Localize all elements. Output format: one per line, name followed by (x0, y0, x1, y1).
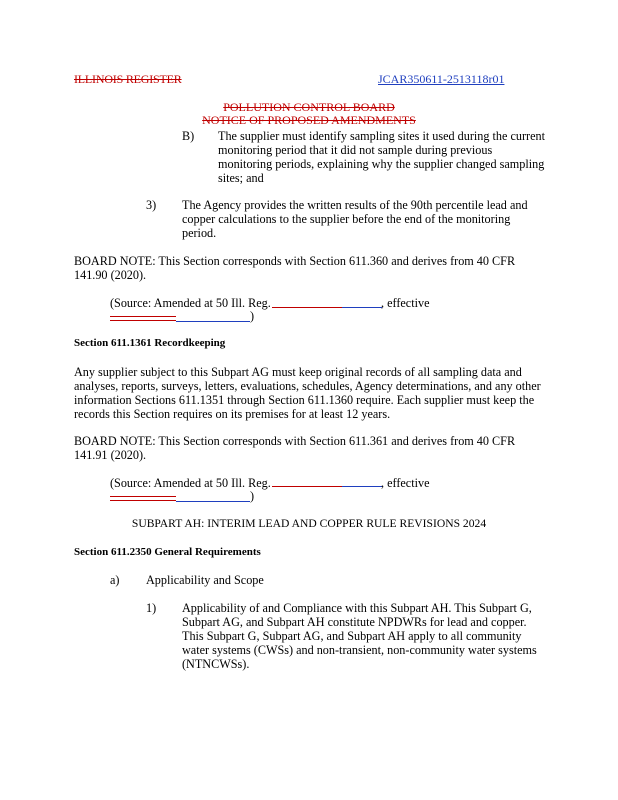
board-note-1-line-1: BOARD NOTE: This Section corresponds with Section 611.360 and derives from 40 CFR (74, 254, 516, 268)
recordkeeping-line-1: Any supplier subject to this Subpart AG must keep original records of all sampling data and (74, 365, 522, 379)
item-b-line-4: sites; and (218, 171, 264, 185)
source-2-close: ) (250, 489, 255, 503)
board-note-2-line-2: 141.91 (2020). (74, 448, 147, 462)
item-1-line-2: Subpart AG, and Subpart AH constitute NPDWRs for lead and copper. (182, 615, 527, 629)
item-1-label: 1) (146, 601, 157, 615)
section-1361-heading: Section 611.1361 Recordkeeping (74, 337, 226, 349)
source-1-close: ) (250, 309, 255, 323)
recordkeeping-line-4: records this Section requires on its premises for at least 12 years. (74, 407, 391, 421)
item-b-line-3: monitoring periods, explaining why the supplier changed sampling (218, 157, 545, 171)
item-1-line-5: (NTNCWSs). (182, 657, 250, 671)
source-citation-2: (Source: Amended at 50 Ill. Reg. (110, 476, 271, 490)
item-1-line-4: water systems (CWSs) and non-transient, non-community water systems (182, 643, 537, 657)
source-2-effective: , effective (381, 476, 430, 490)
jcar-code: JCAR350611-2513118r01 (378, 72, 505, 86)
board-note-1-line-2: 141.90 (2020). (74, 268, 147, 282)
item-1-line-3: This Subpart G, Subpart AG, and Subpart AH apply to all community (182, 629, 522, 643)
recordkeeping-line-3: information Sections 611.1351 through Section 611.1360 require. Each supplier must keep the (74, 393, 535, 407)
item-3-line-2: copper calculations to the supplier before the end of the monitoring (182, 212, 511, 226)
notice-heading: NOTICE OF PROPOSED AMENDMENTS (202, 113, 416, 127)
item-a-label: a) (110, 573, 120, 587)
item-1-line-1: Applicability of and Compliance with this Subpart AH. This Subpart G, (182, 601, 532, 615)
item-3-line-1: The Agency provides the written results of the 90th percentile lead and (182, 198, 528, 212)
source-1-effective: , effective (381, 296, 430, 310)
recordkeeping-line-2: analyses, reports, surveys, letters, evaluations, schedules, Agency determinations, and any other (74, 379, 541, 393)
register-title: ILLINOIS REGISTER (74, 72, 182, 86)
item-3-label: 3) (146, 198, 157, 212)
item-b-line-2: monitoring period that it did not sample during previous (218, 143, 493, 157)
item-b-line-1: The supplier must identify sampling sites it used during the current (218, 129, 545, 143)
board-note-2-line-1: BOARD NOTE: This Section corresponds with Section 611.361 and derives from 40 CFR (74, 434, 516, 448)
item-3-line-3: period. (182, 226, 217, 240)
item-b-label: B) (182, 129, 195, 143)
agency-heading: POLLUTION CONTROL BOARD (223, 100, 395, 114)
item-a-text: Applicability and Scope (146, 573, 264, 587)
source-citation-1: (Source: Amended at 50 Ill. Reg. (110, 296, 271, 310)
section-2350-heading: Section 611.2350 General Requirements (74, 546, 261, 558)
subpart-title: SUBPART AH: INTERIM LEAD AND COPPER RULE REVISIONS 2024 (131, 517, 487, 530)
